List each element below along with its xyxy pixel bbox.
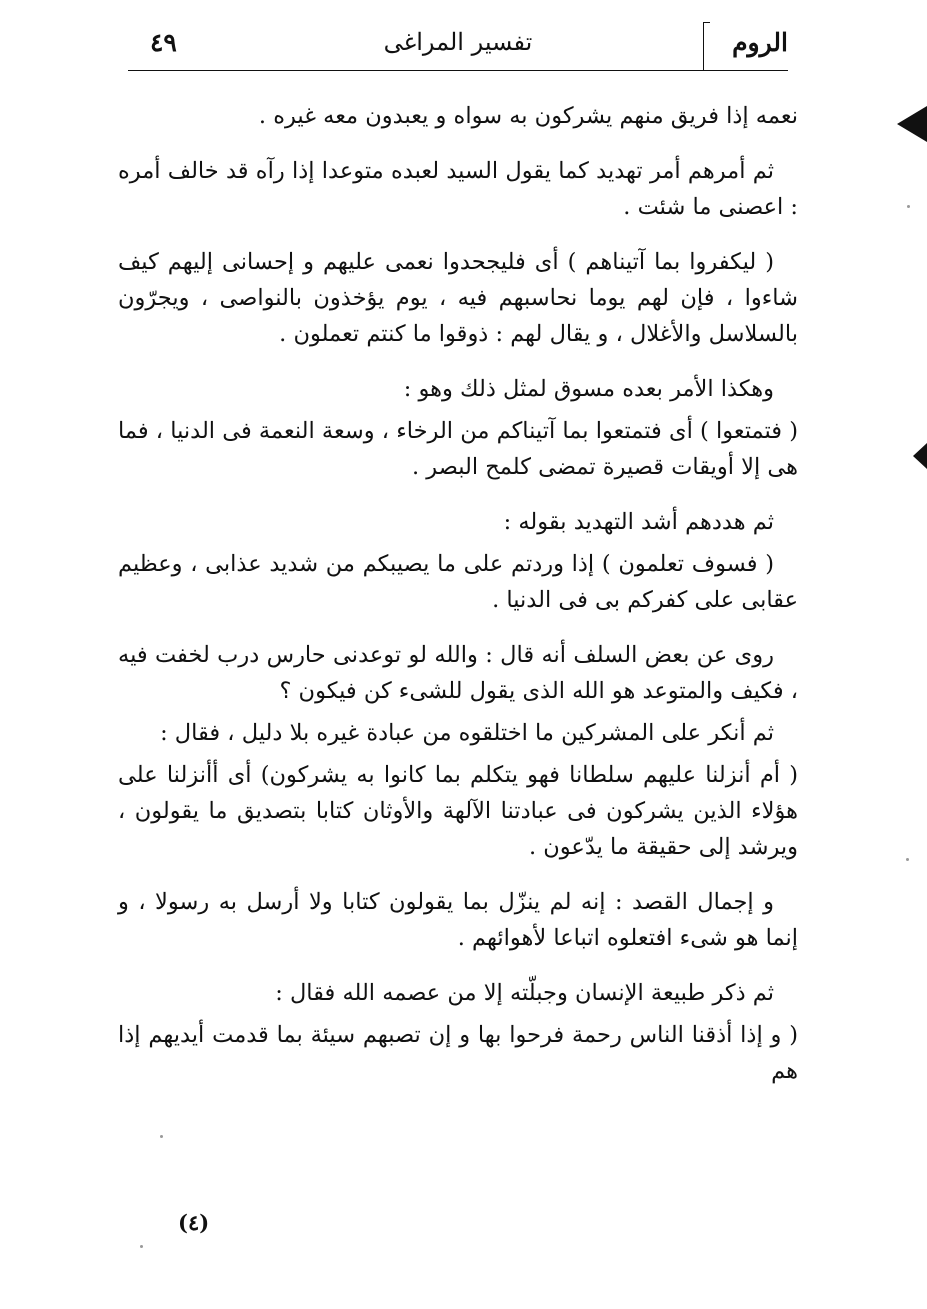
header-book-title: تفسير المراغى <box>383 28 533 56</box>
paragraph: ( و إذا أذقنا الناس رحمة فرحوا بها و إن تصبهم سيئة بما قدمت أيديهم إذا هم <box>118 1022 798 1084</box>
page-number: ٤٩ <box>150 28 177 57</box>
paragraph: ( أم أنزلنا عليهم سلطانا فهو يتكلم بما كانوا به يشركون) أى أأنزلنا على هؤلاء الذين يشركون فى عبادتنا الآلهة والأوثان كتابا بتصديق ما يقولون ، ويرشد إلى حقيقة ما يدّعون . <box>118 762 798 860</box>
paragraph: ( فتمتعوا ) أى فتمتعوا بما آتيناكم من الرخاء ، وسعة النعمة فى الدنيا ، فما هى إلا أويقات قصيرة تمضى كلمح البصر . <box>118 418 798 480</box>
thumb-index-tab <box>913 443 927 469</box>
header-rule <box>128 70 788 71</box>
body-text <box>118 98 798 1108</box>
scan-speck <box>140 1245 143 1248</box>
scan-speck <box>907 205 910 208</box>
paragraph: وهكذا الأمر بعده مسوق لمثل ذلك وهو : <box>403 376 774 402</box>
paragraph: نعمه إذا فريق منهم يشركون به سواه و يعبدون معه غيره . <box>258 103 798 129</box>
paragraph: ثم أنكر على المشركين ما اختلقوه من عبادة غيره بلا دليل ، فقال : <box>160 720 774 746</box>
paragraph: روى عن بعض السلف أنه قال : والله لو توعدنى حارس درب لخفت فيه ، فكيف والمتوعد هو الله الذى يقول للشىء كن فيكون ؟ <box>118 642 798 704</box>
paragraph: و إجمال القصد : إنه لم ينزّل بما يقولون كتابا ولا أرسل به رسولا ، و إنما هو شىء افتعلوه اتباعا لأهوائهم . <box>118 889 798 951</box>
paragraph: ثم أمرهم أمر تهديد كما يقول السيد لعبده متوعدا إذا رآه قد خالف أمره : اعصنى ما شئت . <box>118 158 798 220</box>
scan-speck <box>906 858 909 861</box>
signature-mark: (٤) <box>178 1210 210 1235</box>
scan-speck <box>160 1135 163 1138</box>
paragraph: ( ليكفروا بما آتيناهم ) أى فليجحدوا نعمى عليهم و إحسانى إليهم كيف شاءوا ، فإن لهم يوما نحاسبهم فيه ، يوم يؤخذون بالنواصى ، ويجرّون بالسلاسل والأغلال ، و يقال لهم : ذوقوا ما كنتم تعملون . <box>118 249 798 347</box>
paragraph: ثم ذكر طبيعة الإنسان وجبلّته إلا من عصمه الله فقال : <box>275 980 774 1006</box>
thumb-index-tab <box>897 106 927 142</box>
header-surah-name: الروم <box>732 28 788 57</box>
running-header <box>128 20 788 72</box>
paragraph: ( فسوف تعلمون ) إذا وردتم على ما يصيبكم من شديد عذابى ، وعظيم عقابى على كفركم بى فى الدنيا . <box>118 551 798 613</box>
paragraph: ثم هددهم أشد التهديد بقوله : <box>503 509 774 535</box>
